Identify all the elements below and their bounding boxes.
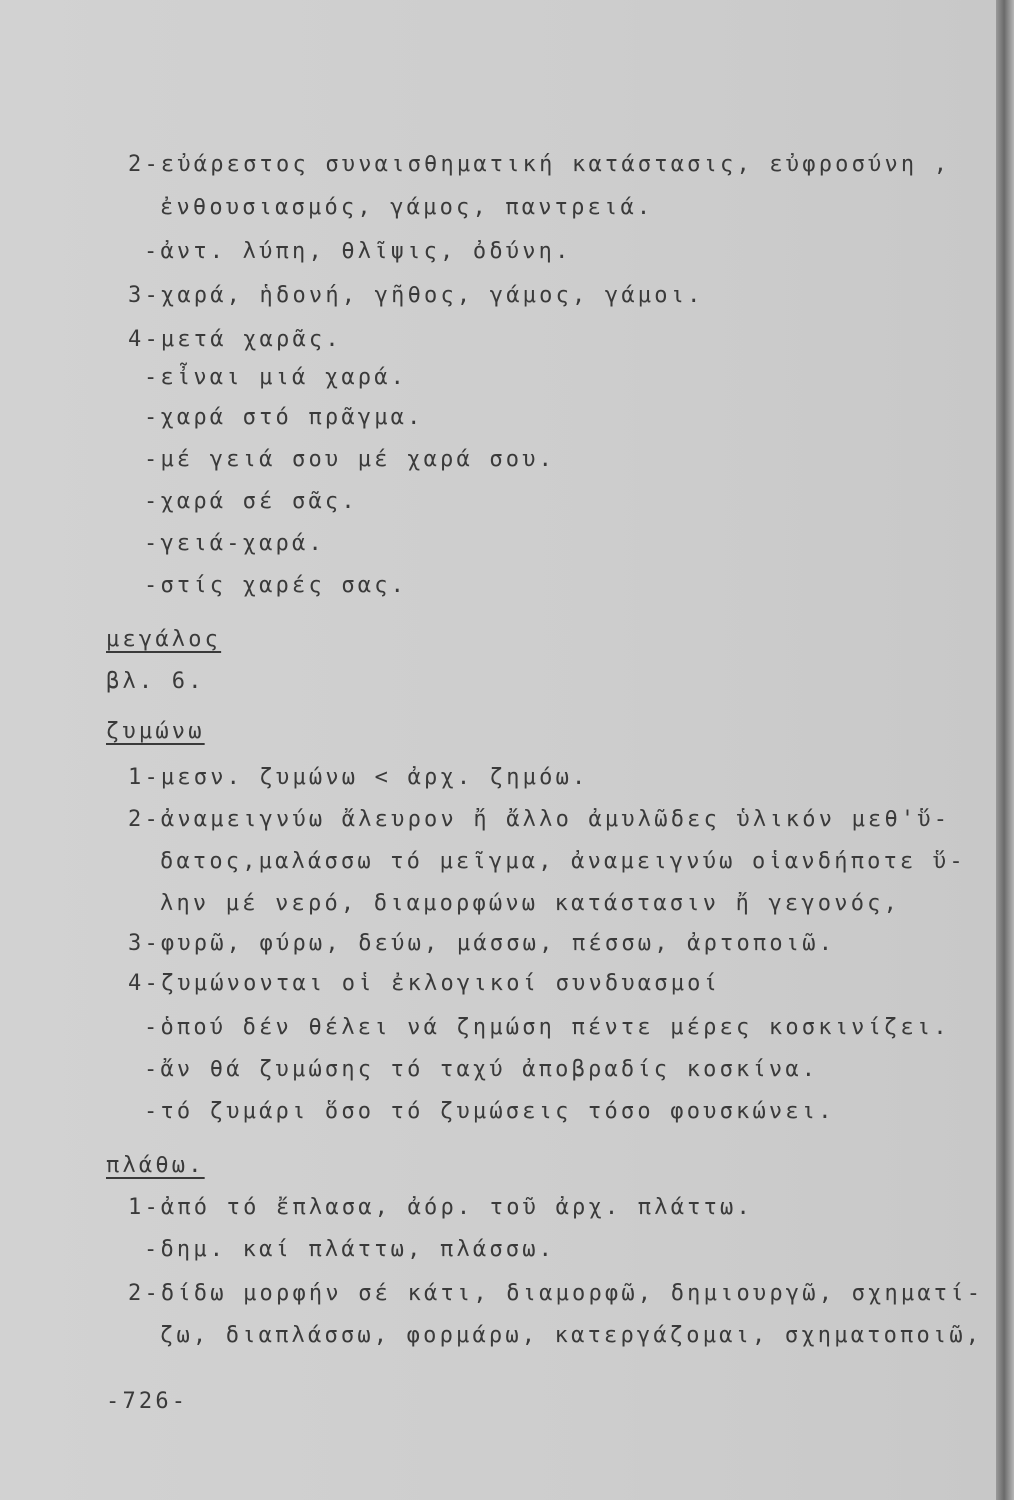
text-line: -τό ζυμάρι ὅσο τό ζυμώσεις τόσο φουσκώνει. (144, 1099, 835, 1124)
text-line: 3-φυρῶ, φύρω, δεύω, μάσσω, πέσσω, ἀρτοποιῶ. (128, 931, 836, 956)
book-binding-edge (996, 0, 1014, 1500)
text-line: -στίς χαρές σας. (144, 573, 408, 598)
entry-heading: μεγάλος (106, 627, 222, 652)
text-line: 1-ἀπό τό ἔπλασα, ἀόρ. τοῦ ἀρχ. πλάττω. (128, 1195, 753, 1220)
text-line: ἐνθουσιασμός, γάμος, παντρειά. (160, 195, 654, 220)
text-line: -μέ γειά σου μέ χαρά σου. (144, 447, 556, 472)
text-line: 4-μετά χαρᾶς. (128, 327, 342, 352)
entry-heading: ζυμώνω (106, 719, 205, 744)
text-line: 2-δίδω μορφήν σέ κάτι, διαμορφῶ, δημιουργῶ, σχηματί- (128, 1281, 984, 1306)
text-line: βλ. 6. (106, 669, 205, 694)
text-line: -εἶναι μιά χαρά. (144, 365, 408, 390)
text-line: -γειά-χαρά. (144, 531, 325, 556)
text-line: 2-εὐάρεστος συναισθηματική κατάστασις, εὐφροσύνη , (128, 152, 951, 177)
text-line: ζω, διαπλάσσω, φορμάρω, κατεργάζομαι, σχηματοποιῶ, (160, 1323, 983, 1348)
text-line: -ἀντ. λύπη, θλῖψις, ὀδύνη. (144, 239, 572, 264)
entry-heading: πλάθω. (106, 1153, 205, 1178)
text-line: -χαρά σέ σᾶς. (144, 489, 358, 514)
page-number: -726- (106, 1389, 189, 1414)
text-line: -ἄν θά ζυμώσης τό ταχύ ἀποβραδίς κοσκίνα. (144, 1057, 819, 1082)
text-line: 2-ἀναμειγνύω ἄλευρον ἤ ἄλλο ἀμυλῶδες ὑλικόν μεθ'ὕ- (128, 807, 951, 832)
text-line: δατος,μαλάσσω τό μεῖγμα, ἀναμειγνύω οἱανδήποτε ὕ- (160, 849, 966, 874)
text-line: -χαρά στό πρᾶγμα. (144, 405, 424, 430)
text-line: 4-ζυμώνονται οἱ ἐκλογικοί συνδυασμοί (128, 971, 721, 996)
text-line: 3-χαρά, ἡδονή, γῆθος, γάμος, γάμοι. (128, 283, 704, 308)
text-line: λην μέ νερό, διαμορφώνω κατάστασιν ἤ γεγονός, (160, 891, 901, 916)
text-line: -ὁπού δέν θέλει νά ζημώση πέντε μέρες κοσκινίζει. (144, 1015, 950, 1040)
text-line: -δημ. καί πλάττω, πλάσσω. (144, 1237, 556, 1262)
text-line: 1-μεσν. ζυμώνω < ἀρχ. ζημόω. (128, 765, 589, 790)
